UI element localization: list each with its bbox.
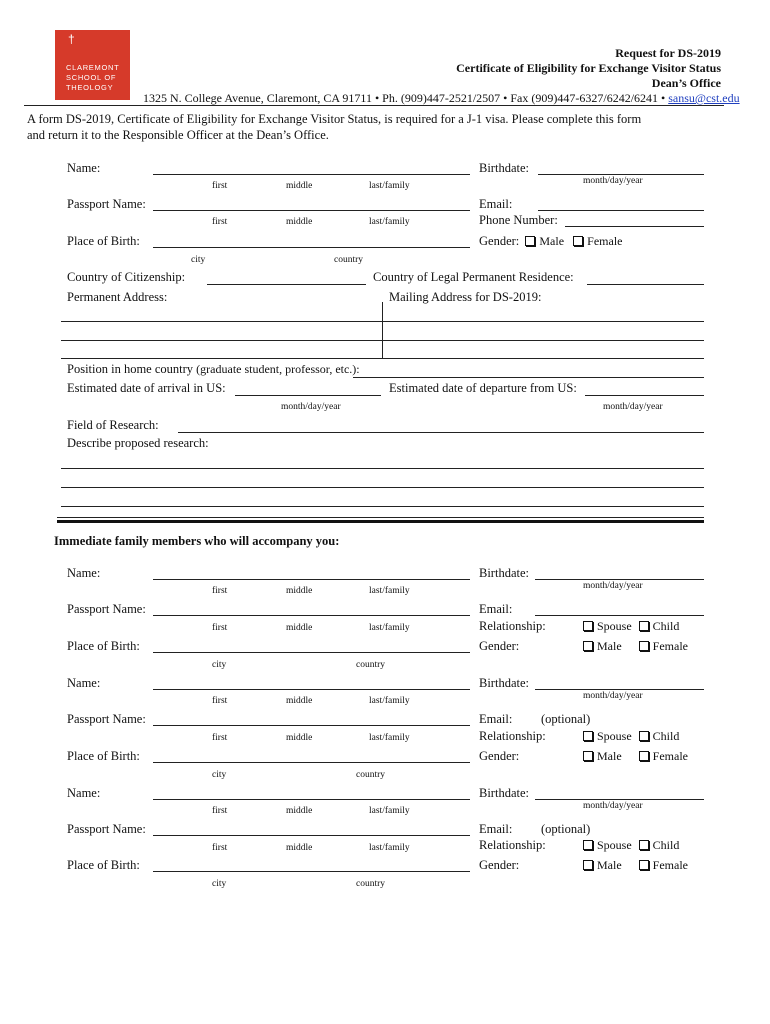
gender-row xyxy=(479,234,623,249)
family1-passport-first-hint: first xyxy=(212,623,228,633)
family1-birthdate-hint: month/day/year xyxy=(583,581,643,591)
family1-passport-label: Passport Name: xyxy=(67,602,146,616)
family2-female-label: Female xyxy=(652,749,688,763)
passport-field[interactable] xyxy=(153,210,470,211)
position-field[interactable] xyxy=(353,377,704,378)
family3-country-hint: country xyxy=(356,879,386,889)
family2-country-hint: country xyxy=(356,770,386,780)
permanent-address-label: Permanent Address: xyxy=(67,290,168,304)
field-of-research-field[interactable] xyxy=(178,432,704,433)
family1-country-hint: country xyxy=(356,660,386,670)
family2-relationship-options xyxy=(583,729,679,744)
phone-field[interactable] xyxy=(565,226,704,227)
family3-pob-label: Place of Birth: xyxy=(67,858,140,872)
research-line-2[interactable] xyxy=(61,487,704,488)
cross-icon: † xyxy=(68,32,75,46)
family2-first-hint: first xyxy=(212,696,228,706)
family1-relationship-label: Relationship: xyxy=(479,619,546,633)
mailing-address-label: Mailing Address for DS-2019: xyxy=(389,290,542,304)
family3-city-hint: city xyxy=(212,879,227,889)
claremont-logo xyxy=(55,30,130,100)
arrival-label: Estimated date of arrival in US: xyxy=(67,381,226,395)
office-name: Dean’s Office xyxy=(651,76,721,90)
family2-birthdate-field[interactable] xyxy=(535,689,704,690)
field-of-research-label: Field of Research: xyxy=(67,418,159,432)
place-of-birth-label: Place of Birth: xyxy=(67,234,140,248)
family2-birthdate-hint: month/day/year xyxy=(583,691,643,701)
family3-last-hint: last/family xyxy=(369,806,410,816)
phone-label: Phone Number: xyxy=(479,213,558,227)
family2-male-checkbox[interactable] xyxy=(583,751,593,761)
family1-passport-last-hint: last/family xyxy=(369,623,410,633)
name-field[interactable] xyxy=(153,174,470,175)
passport-label: Passport Name: xyxy=(67,197,146,211)
citizenship-label: Country of Citizenship: xyxy=(67,270,186,284)
family3-birthdate-field[interactable] xyxy=(535,799,704,800)
family1-pob-field[interactable] xyxy=(153,652,470,653)
departure-hint: month/day/year xyxy=(603,402,663,412)
logo-line-3: THEOLOGY xyxy=(66,83,114,92)
family1-relationship-options xyxy=(583,619,679,634)
passport-first-hint: first xyxy=(212,217,228,227)
family1-birthdate-label: Birthdate: xyxy=(479,566,529,580)
pob-country-hint: country xyxy=(334,255,364,265)
male-checkbox[interactable] xyxy=(525,236,535,246)
female-checkbox[interactable] xyxy=(573,236,583,246)
family1-last-hint: last/family xyxy=(369,586,410,596)
email-link[interactable]: sansu@cst.edu xyxy=(668,91,740,105)
family2-email-optional: (optional) xyxy=(541,712,591,726)
birthdate-field[interactable] xyxy=(538,174,704,175)
name-label: Name: xyxy=(67,161,101,175)
passport-middle-hint: middle xyxy=(286,217,313,227)
name-first-hint: first xyxy=(212,181,228,191)
citizenship-field[interactable] xyxy=(207,284,366,285)
family3-relationship-label: Relationship: xyxy=(479,838,546,852)
address-line-1[interactable] xyxy=(61,321,704,322)
family2-gender-label: Gender: xyxy=(479,749,520,763)
family2-male-label: Male xyxy=(597,749,622,763)
family2-child-checkbox[interactable] xyxy=(639,731,649,741)
family2-passport-first-hint: first xyxy=(212,733,228,743)
address-line-3[interactable] xyxy=(61,358,704,359)
position-hint: (graduate student, professor, etc.): xyxy=(196,362,360,376)
family2-child-label: Child xyxy=(652,729,680,743)
family3-female-checkbox[interactable] xyxy=(639,860,649,870)
family3-name-label: Name: xyxy=(67,786,101,800)
arrival-hint: month/day/year xyxy=(281,402,341,412)
family1-child-label: Child xyxy=(652,619,680,633)
residence-label: Country of Legal Permanent Residence: xyxy=(373,270,574,284)
email-field[interactable] xyxy=(538,210,704,211)
family3-gender-label: Gender: xyxy=(479,858,520,872)
family1-middle-hint: middle xyxy=(286,586,313,596)
departure-field[interactable] xyxy=(585,395,704,396)
family1-spouse-checkbox[interactable] xyxy=(583,621,593,631)
position-label: Position in home country xyxy=(67,362,194,376)
logo-line-1: CLAREMONT xyxy=(66,63,120,72)
family1-city-hint: city xyxy=(212,660,227,670)
place-of-birth-field[interactable] xyxy=(153,247,470,248)
address-divider xyxy=(382,302,383,358)
family2-spouse-label: Spouse xyxy=(597,729,632,743)
form-subtitle: Certificate of Eligibility for Exchange Visitor Status xyxy=(456,61,721,75)
family3-passport-field[interactable] xyxy=(153,835,470,836)
family3-passport-last-hint: last/family xyxy=(369,843,410,853)
family1-pob-label: Place of Birth: xyxy=(67,639,140,653)
arrival-field[interactable] xyxy=(235,395,381,396)
family3-gender-options xyxy=(583,858,688,873)
family3-female-label: Female xyxy=(652,858,688,872)
family1-name-label: Name: xyxy=(67,566,101,580)
family3-name-field[interactable] xyxy=(153,799,470,800)
family2-relationship-label: Relationship: xyxy=(479,729,546,743)
female-label: Female xyxy=(587,234,623,248)
section-rule-thick xyxy=(57,520,704,523)
family3-birthdate-label: Birthdate: xyxy=(479,786,529,800)
address-line-2[interactable] xyxy=(61,340,704,341)
family1-name-field[interactable] xyxy=(153,579,470,580)
birthdate-hint: month/day/year xyxy=(583,176,643,186)
family2-pob-label: Place of Birth: xyxy=(67,749,140,763)
family1-first-hint: first xyxy=(212,586,228,596)
family3-child-checkbox[interactable] xyxy=(639,840,649,850)
family2-passport-last-hint: last/family xyxy=(369,733,410,743)
family3-relationship-options xyxy=(583,838,679,853)
family1-child-checkbox[interactable] xyxy=(639,621,649,631)
family3-male-checkbox[interactable] xyxy=(583,860,593,870)
family3-birthdate-hint: month/day/year xyxy=(583,801,643,811)
family3-pob-field[interactable] xyxy=(153,871,470,872)
name-middle-hint: middle xyxy=(286,181,313,191)
family3-first-hint: first xyxy=(212,806,228,816)
family1-passport-middle-hint: middle xyxy=(286,623,313,633)
logo-line-2: SCHOOL OF xyxy=(66,73,117,82)
family1-male-label: Male xyxy=(597,639,622,653)
section-rule-thin xyxy=(57,517,704,518)
family3-spouse-checkbox[interactable] xyxy=(583,840,593,850)
form-title: Request for DS-2019 xyxy=(615,46,721,60)
describe-research-label: Describe proposed research: xyxy=(67,436,209,450)
family1-male-checkbox[interactable] xyxy=(583,641,593,651)
family3-middle-hint: middle xyxy=(286,806,313,816)
family2-birthdate-label: Birthdate: xyxy=(479,676,529,690)
position-row xyxy=(67,362,360,377)
pob-city-hint: city xyxy=(191,255,206,265)
family2-middle-hint: middle xyxy=(286,696,313,706)
family3-spouse-label: Spouse xyxy=(597,838,632,852)
family3-passport-middle-hint: middle xyxy=(286,843,313,853)
family1-spouse-label: Spouse xyxy=(597,619,632,633)
contact-line xyxy=(143,91,740,106)
family1-gender-label: Gender: xyxy=(479,639,520,653)
family3-passport-label: Passport Name: xyxy=(67,822,146,836)
family3-email-label: Email: xyxy=(479,822,513,836)
family3-email-optional: (optional) xyxy=(541,822,591,836)
family1-birthdate-field[interactable] xyxy=(535,579,704,580)
family2-passport-middle-hint: middle xyxy=(286,733,313,743)
research-line-1[interactable] xyxy=(61,468,704,469)
family2-email-label: Email: xyxy=(479,712,513,726)
family2-name-label: Name: xyxy=(67,676,101,690)
family2-female-checkbox[interactable] xyxy=(639,751,649,761)
family2-spouse-checkbox[interactable] xyxy=(583,731,593,741)
family2-last-hint: last/family xyxy=(369,696,410,706)
family1-female-checkbox[interactable] xyxy=(639,641,649,651)
header-rule xyxy=(24,105,724,106)
male-label: Male xyxy=(539,234,565,248)
family2-pob-field[interactable] xyxy=(153,762,470,763)
family2-passport-label: Passport Name: xyxy=(67,712,146,726)
family2-name-field[interactable] xyxy=(153,689,470,690)
family1-gender-options xyxy=(583,639,688,654)
family3-child-label: Child xyxy=(652,838,680,852)
family2-city-hint: city xyxy=(212,770,227,780)
family-heading: Immediate family members who will accompany you: xyxy=(54,534,340,548)
birthdate-label: Birthdate: xyxy=(479,161,529,175)
passport-last-hint: last/family xyxy=(369,217,410,227)
family1-email-label: Email: xyxy=(479,602,513,616)
departure-label: Estimated date of departure from US: xyxy=(389,381,577,395)
intro-line-2: and return it to the Responsible Officer at the Dean’s Office. xyxy=(27,128,329,142)
family3-male-label: Male xyxy=(597,858,622,872)
family1-female-label: Female xyxy=(652,639,688,653)
family1-passport-field[interactable] xyxy=(153,615,470,616)
family2-gender-options xyxy=(583,749,688,764)
family1-email-field[interactable] xyxy=(535,615,704,616)
gender-label: Gender: xyxy=(479,234,520,248)
family2-passport-field[interactable] xyxy=(153,725,470,726)
intro-line-1: A form DS-2019, Certificate of Eligibility for Exchange Visitor Status, is required for a J-1 visa. Please complete this form xyxy=(27,112,642,126)
family3-passport-first-hint: first xyxy=(212,843,228,853)
contact-info: 1325 N. College Avenue, Claremont, CA 91711 • Ph. (909)447-2521/2507 • Fax (909)447-6327/6242/6241 • xyxy=(143,91,666,105)
residence-field[interactable] xyxy=(587,284,704,285)
name-last-hint: last/family xyxy=(369,181,410,191)
email-label: Email: xyxy=(479,197,513,211)
research-line-3[interactable] xyxy=(61,506,704,507)
